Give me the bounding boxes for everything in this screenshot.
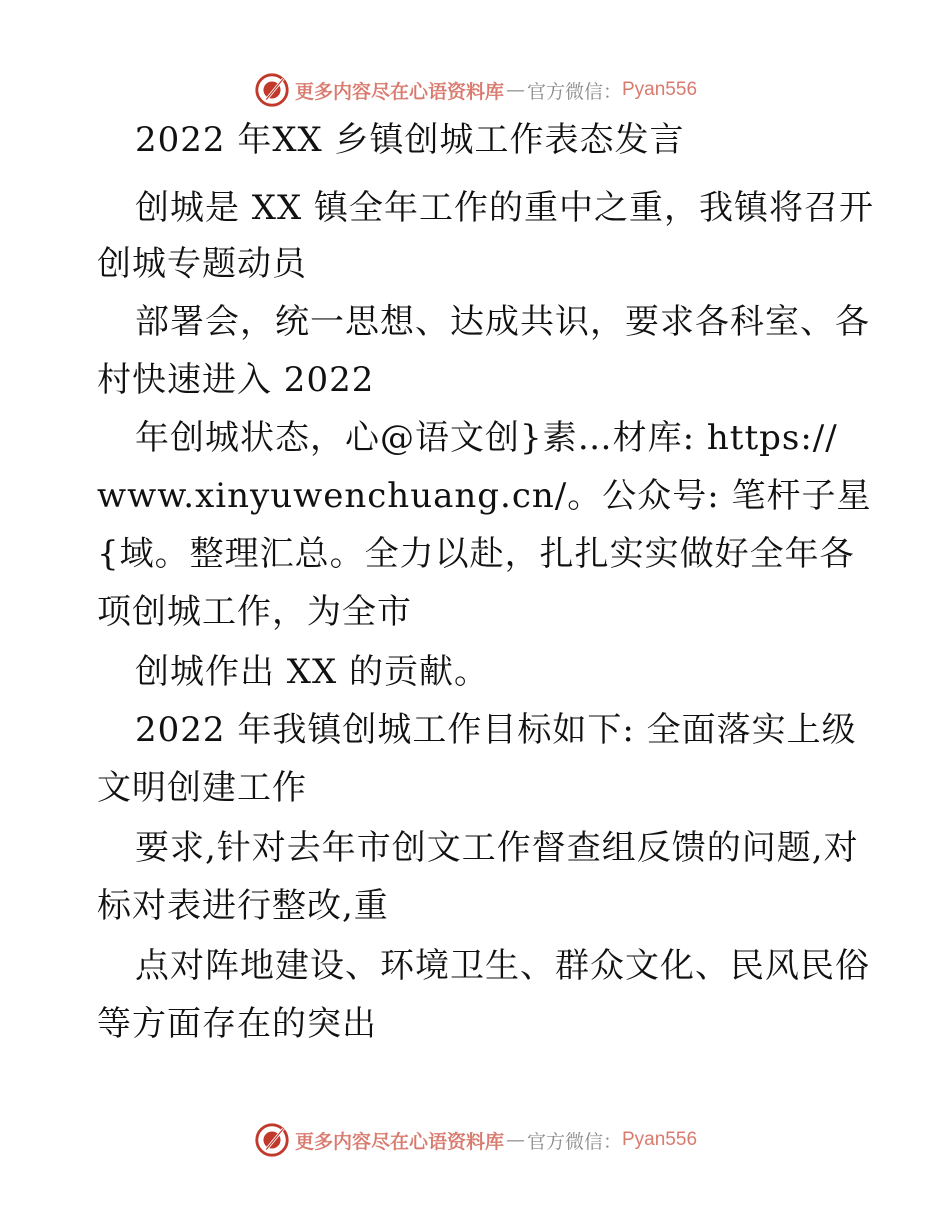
- doc-line: 创城专题动员: [97, 244, 307, 284]
- doc-line: 创城是 XX 镇全年工作的重中之重，我镇将召开: [135, 188, 875, 228]
- doc-line: 要求,针对去年市创文工作督查组反馈的问题,对: [135, 828, 859, 868]
- doc-line: 创城作出 XX 的贡献。: [135, 652, 490, 692]
- doc-line: {域。整理汇总。全力以赴，扎扎实实做好全年各: [97, 534, 855, 574]
- banner-wechat-id: Pyan556: [622, 79, 698, 100]
- banner-wechat-id: Pyan556: [622, 1129, 698, 1150]
- doc-line: 年创城状态，心@语文创}素…材库: https://: [135, 418, 838, 458]
- banner-wechat-label: 官方微信：: [526, 80, 622, 103]
- doc-line: 文明创建工作: [97, 768, 307, 808]
- header-banner: [0, 68, 950, 112]
- doc-line: 村快速进入 2022: [97, 360, 375, 400]
- logo-icon: [253, 1121, 291, 1159]
- logo-icon: [253, 71, 291, 109]
- banner-title: 更多内容尽在心语资料库: [294, 80, 504, 103]
- doc-line: www.xinyuwenchuang.cn/。公众号: 笔杆子星: [97, 476, 872, 516]
- doc-line: 部署会，统一思想、达成共识，要求各科室、各: [135, 302, 870, 342]
- banner-separator: —: [505, 1129, 525, 1151]
- doc-line: 2022 年XX 乡镇创城工作表态发言: [135, 120, 685, 160]
- doc-line: 项创城工作，为全市: [97, 592, 412, 632]
- banner-title: 更多内容尽在心语资料库: [294, 1130, 504, 1153]
- banner-separator: —: [505, 79, 525, 101]
- doc-line: 等方面存在的突出: [97, 1004, 377, 1044]
- footer-banner: [0, 1118, 950, 1162]
- doc-line: 2022 年我镇创城工作目标如下: 全面落实上级: [135, 710, 857, 750]
- doc-line: 标对表进行整改,重: [97, 886, 389, 926]
- banner-wechat-label: 官方微信：: [526, 1130, 622, 1153]
- doc-line: 点对阵地建设、环境卫生、群众文化、民风民俗: [135, 946, 870, 986]
